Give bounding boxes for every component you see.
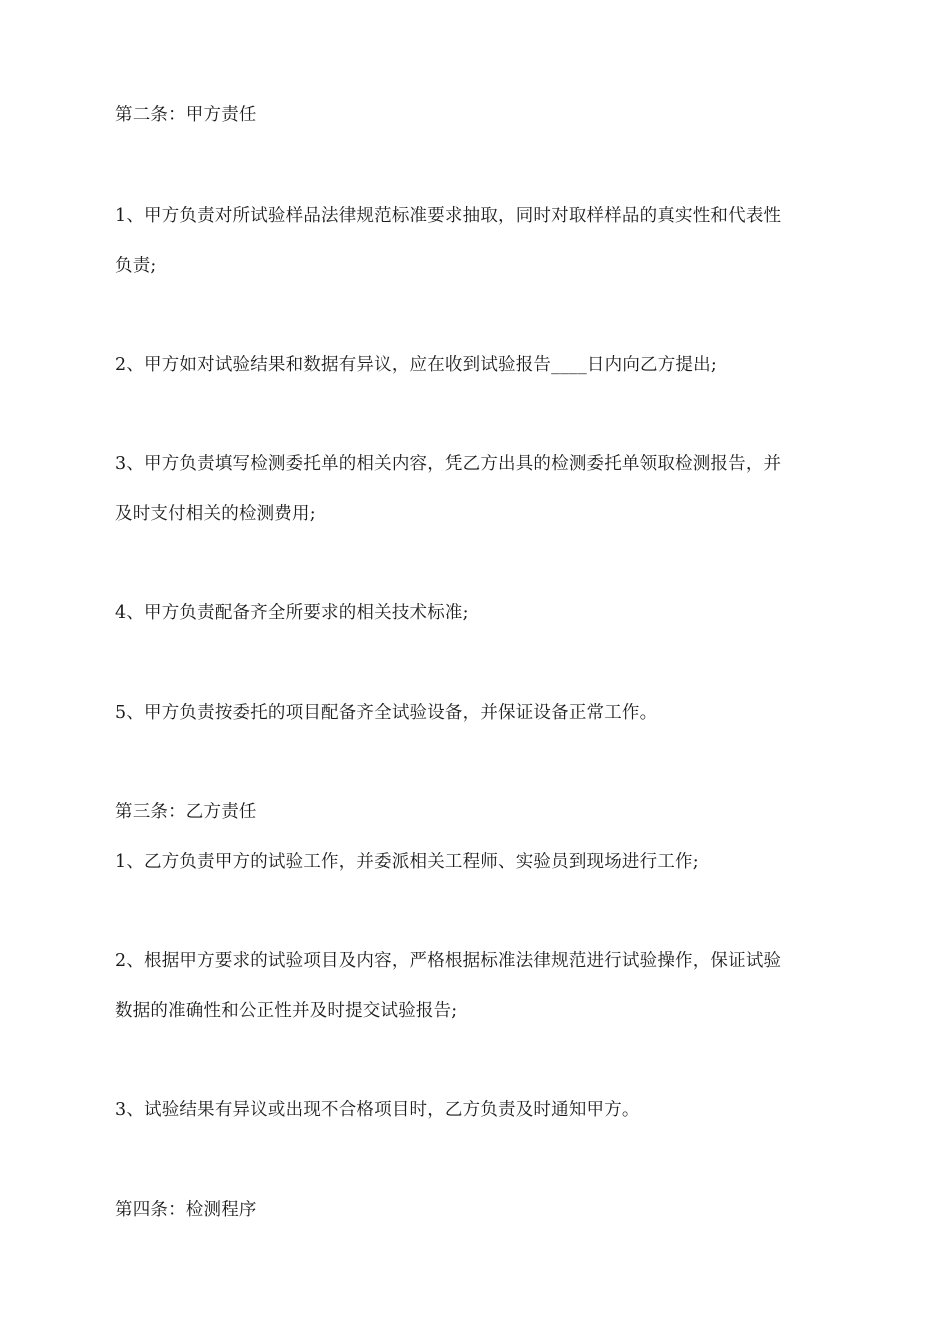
section-2-item-1-line-1: 1、甲方负责对所试验样品法律规范标准要求抽取，同时对取样样品的真实性和代表性 (115, 206, 782, 226)
section-2-item-2: 2、甲方如对试验结果和数据有异议，应在收到试验报告____日内向乙方提出; (115, 355, 717, 375)
section-2-item-5: 5、甲方负责按委托的项目配备齐全试验设备，并保证设备正常工作。 (115, 703, 658, 723)
section-4-heading: 第四条：检测程序 (115, 1200, 257, 1220)
section-2-item-3-line-2: 及时支付相关的检测费用; (115, 504, 316, 524)
section-3-heading: 第三条：乙方责任 (115, 802, 257, 822)
section-2-item-3-line-1: 3、甲方负责填写检测委托单的相关内容，凭乙方出具的检测委托单领取检测报告，并 (115, 454, 782, 474)
section-3-item-2-line-2: 数据的准确性和公正性并及时提交试验报告; (115, 1001, 458, 1021)
section-3-item-1: 1、乙方负责甲方的试验工作，并委派相关工程师、实验员到现场进行工作; (115, 852, 699, 872)
section-2-item-1-line-2: 负责; (115, 256, 157, 276)
section-2-heading: 第二条：甲方责任 (115, 105, 257, 125)
section-3-item-3: 3、试验结果有异议或出现不合格项目时，乙方负责及时通知甲方。 (115, 1100, 640, 1120)
section-2-item-4: 4、甲方负责配备齐全所要求的相关技术标准; (115, 603, 469, 623)
section-3-item-2-line-1: 2、根据甲方要求的试验项目及内容，严格根据标准法律规范进行试验操作，保证试验 (115, 951, 782, 971)
